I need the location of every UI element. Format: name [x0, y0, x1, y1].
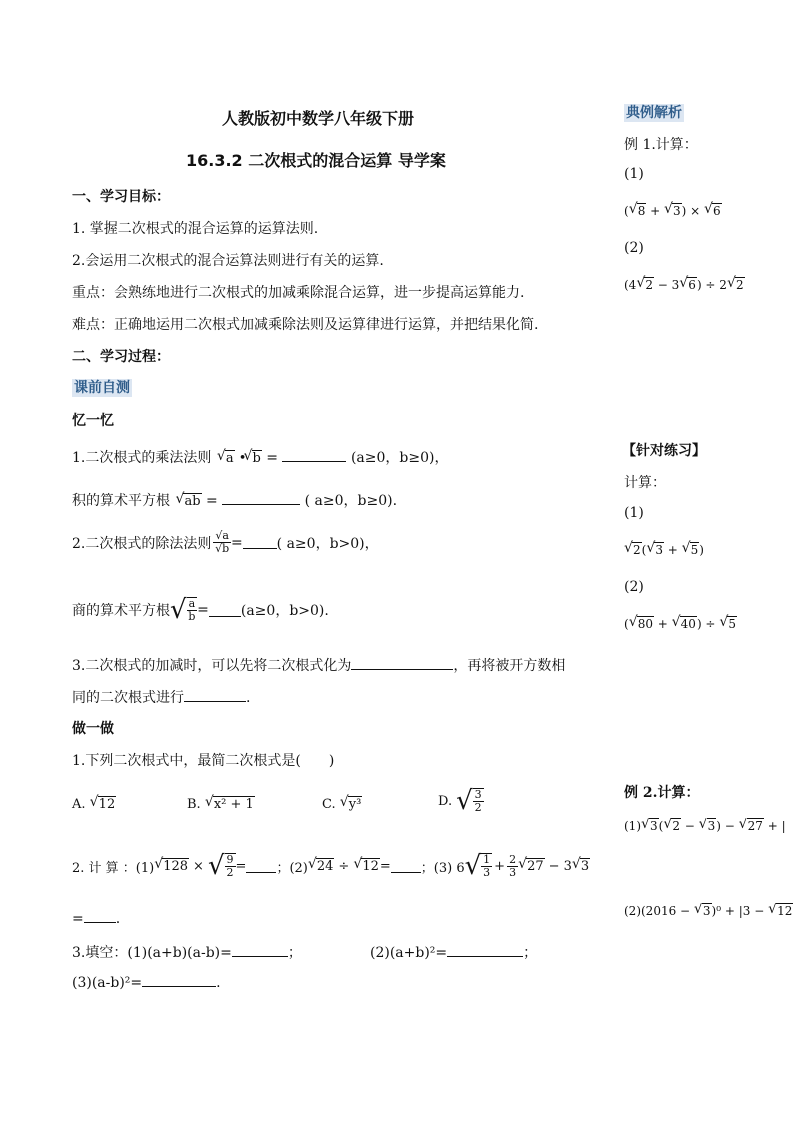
calc-label: 计算：: [624, 475, 666, 491]
pre1-r3: √ 5: [690, 542, 700, 557]
calc-prefix: 2. 计 算 ：(1): [72, 860, 155, 876]
calc-sqrt-12: √ 12: [361, 858, 380, 874]
recall-q3-line1: [72, 655, 565, 675]
q1b-cond: ( a≥0，b≥0).: [304, 493, 398, 509]
practice-expr-1: [624, 542, 704, 557]
example-2-label: 例 2.计算：: [624, 785, 700, 801]
pre1-c: ): [699, 543, 704, 557]
calc-answer-blank-1[interactable]: [246, 860, 276, 873]
example-1-expr-2: [624, 277, 745, 292]
ex1e1-b: ) ×: [681, 204, 705, 218]
calc-eq-1: =: [235, 858, 247, 874]
pre1-b: (: [641, 543, 647, 557]
recall-q1b: [72, 490, 397, 510]
calc-question: [72, 853, 590, 879]
fill-q3a: 3.填空：(1)(a+b)(a-b)=: [72, 945, 232, 961]
q2a-text: 2.二次根式的除法法则: [72, 535, 212, 552]
q2b-answer-blank[interactable]: [209, 604, 241, 617]
recall-q3-line2: [72, 687, 250, 707]
q1a-eq: =: [266, 450, 279, 466]
ex1e1-r3: √ 6: [712, 203, 722, 218]
ex2l1-r4: √ 27: [747, 818, 764, 833]
section-heading-objectives: 一、学习目标：: [72, 189, 170, 205]
q2b-cond: (a≥0，b>0).: [240, 603, 329, 619]
q3-text-1: 3.二次根式的加减时，可以先将二次根式化为: [72, 658, 352, 674]
q2a-fraction: $\frac{√a}{√b}$: [215, 529, 230, 555]
practice-expr-2: [624, 616, 737, 631]
option-a[interactable]: [72, 796, 116, 812]
recall-q1a: 1.二次根式的乘法法则 √ a • √ b = (a≥0，b≥0)，: [72, 447, 448, 467]
ex2l1-a: (1): [624, 819, 641, 833]
calc-sqrt-24: √ 24: [316, 858, 335, 874]
option-a-expr: √ 12: [98, 796, 117, 812]
ex2l1-b: (: [658, 819, 664, 833]
ex1e1-r1: √ 8: [637, 203, 647, 218]
example-1-expr-1: [624, 203, 722, 218]
fill-q3-line1: [72, 942, 302, 962]
pre2-r2: √ 40: [680, 616, 697, 631]
precheck-label: [72, 377, 132, 397]
examples-highlight: 典例解析: [626, 105, 682, 121]
calc-answer-blank-2[interactable]: [391, 860, 421, 873]
calc-plus: +: [494, 858, 506, 874]
calc-tail: [72, 910, 120, 927]
ex1e2-r2: √ 6: [687, 277, 697, 292]
pre2-b: ) ÷: [696, 617, 720, 631]
page-title: 人教版初中数学八年级下册: [222, 109, 415, 128]
option-a-label: A.: [72, 797, 86, 812]
ex1e1-r2: √ 3: [672, 203, 682, 218]
option-b[interactable]: [187, 796, 255, 812]
recall-q2b: [72, 597, 329, 623]
q2b-num: a: [188, 597, 196, 610]
practice-heading: 做一做: [72, 721, 114, 737]
q2b-den: b: [188, 610, 196, 623]
pre1-r2: √ 3: [654, 542, 664, 557]
ex2l1-r3: √ 3: [707, 818, 717, 833]
option-d-num: 3: [474, 788, 482, 801]
fill-q3-line1b: [370, 942, 537, 962]
ex2l2-r2: √ 12: [776, 903, 793, 918]
q2a-answer-blank[interactable]: [243, 536, 277, 549]
calc-frac-2-3: [507, 854, 518, 879]
recall-heading: 忆一忆: [72, 413, 114, 429]
q3-answer-blank-1[interactable]: [351, 657, 453, 670]
calc-sqrt-128: √ 128: [162, 858, 189, 874]
calc-sqrt-9-2: √ $\frac{9}{2}$: [207, 851, 234, 881]
q1a-sqrt-a: √ a: [225, 450, 235, 466]
page-subtitle: 16.3.2 二次根式的混合运算 导学案: [186, 151, 446, 170]
ex1e2-m: − 3: [653, 278, 680, 292]
calc-sqrt-3: √ 3: [580, 858, 590, 874]
calc-fnum: 2: [509, 852, 517, 866]
q1b-eq: =: [205, 493, 218, 509]
key-point: 重点：会熟练地进行二次根式的加减乘除混合运算，进一步提高运算能力.: [72, 285, 525, 301]
difficulty-point: 难点：正确地运用二次根式加减乘除法则及运算律进行运算，并把结果化简.: [72, 317, 539, 333]
calc-num-1: 1: [483, 853, 491, 866]
option-d-label: D.: [438, 793, 453, 809]
pre2-r3: √ 5: [727, 616, 737, 631]
ex1e1-a: (: [624, 204, 629, 218]
pre2-plus: +: [653, 617, 672, 631]
ex2l1-c: ) −: [716, 819, 739, 833]
ex1e2-r1: √ 2: [644, 277, 654, 292]
recall-q2a: [72, 530, 379, 555]
ex1e2-b: ) ÷ 2: [696, 278, 727, 292]
ex2l2-r1: √ 3: [702, 903, 712, 918]
pre1-plus: +: [663, 543, 682, 557]
example-1-part-1: (1): [624, 166, 644, 182]
option-d-expr: √ $\frac{3}{2}$: [456, 786, 482, 816]
ex1e2-a: (4: [624, 278, 637, 292]
pre2-a: (: [624, 617, 629, 631]
q1a-cond: (a≥0，b≥0)，: [350, 450, 449, 466]
calc-tail-end: .: [115, 911, 121, 927]
fill-q3c: (3)(a-b)²=: [72, 975, 143, 991]
fill-q3a-end: ；: [287, 945, 302, 961]
q1b-sqrt-ab: √ ab: [183, 493, 201, 509]
q1b-text: 积的算术平方根: [72, 493, 170, 509]
q2b-sqrt-fraction: √ $\frac{a}{b}$: [170, 595, 196, 625]
calc-fden: 3: [509, 865, 517, 879]
calc-sep-1: ；(2): [276, 860, 308, 876]
calc-div: ÷: [338, 858, 350, 874]
choice-question: 1.下列二次根式中，最简二次根式是( ): [72, 753, 335, 769]
practice-part-1: (1): [624, 505, 644, 521]
q1a-text: 1.二次根式的乘法法则: [72, 450, 212, 466]
calc-den-3: 3: [483, 866, 491, 879]
fill-q3b-end: ；: [523, 945, 538, 961]
practice-part-2: (2): [624, 579, 644, 595]
ex2l1-m: −: [680, 819, 699, 833]
calc-times: ×: [193, 858, 204, 874]
example-1-label: 例 1.计算：: [624, 137, 698, 153]
calc-minus: − 3: [548, 858, 572, 874]
q2a-eq: =: [230, 534, 243, 551]
calc-eq-2: =: [379, 858, 391, 874]
option-d[interactable]: [438, 788, 484, 814]
q2a-cond: ( a≥0，b>0)，: [276, 535, 379, 552]
calc-sqrt-27: √ 27: [526, 858, 545, 874]
ex2l2-b: )⁰ + |3 −: [711, 904, 769, 918]
ex1e2-r3: √ 2: [735, 277, 745, 292]
option-b-label: B.: [187, 797, 201, 812]
option-d-den: 2: [474, 801, 482, 814]
pre1-r1: √ 2: [632, 542, 642, 557]
q3-answer-blank-2[interactable]: [184, 689, 246, 702]
calc-sqrt-1-3: √ $\frac{1}{3}$: [464, 851, 491, 881]
option-c-expr: √ y³: [348, 796, 363, 812]
q3-end: .: [246, 690, 251, 706]
example-2-expr-2: [624, 903, 794, 918]
section-heading-process: 二、学习过程：: [72, 349, 170, 365]
calc-num-9: 9: [226, 853, 234, 866]
ex2l2-a: (2)(2016 −: [624, 904, 694, 918]
calc-tail-eq: =: [72, 911, 84, 927]
option-c-label: C.: [322, 797, 336, 812]
fill-q3a-blank[interactable]: [232, 944, 288, 957]
precheck-highlight: 课前自测: [74, 380, 130, 396]
example-2-expr-1: [624, 818, 794, 833]
ex2l1-d: + |: [763, 819, 786, 833]
q2b-text: 商的算术平方根: [72, 603, 170, 619]
q1b-answer-blank[interactable]: [222, 492, 300, 505]
option-b-expr: √ x² + 1: [213, 796, 255, 812]
example-1-part-2: (2): [624, 240, 644, 256]
examples-heading: [624, 102, 684, 122]
ex2l1-r2: √ 2: [671, 818, 681, 833]
q2b-eq: =: [197, 602, 209, 618]
fill-q3-line2: [72, 974, 221, 991]
objective-1: 1. 掌握二次根式的混合运算的运算法则.: [72, 221, 319, 237]
ex2l1-r1: √ 3: [649, 818, 659, 833]
ex1e1-plus: +: [646, 204, 665, 218]
q2a-den: b: [222, 542, 230, 555]
objective-2: 2.会运用二次根式的混合运算法则进行有关的运算.: [72, 253, 384, 269]
calc-sep-2: ；(3) 6: [420, 860, 465, 876]
q3-text-2: ，再将被开方数相: [453, 658, 566, 674]
fill-q3c-blank[interactable]: [142, 974, 216, 987]
calc-answer-blank-3[interactable]: [84, 910, 116, 923]
q2a-num: a: [222, 529, 229, 542]
q1a-sqrt-b: √ b: [252, 450, 262, 466]
fill-q3c-end: .: [216, 975, 221, 991]
q1a-answer-blank[interactable]: [282, 449, 346, 462]
calc-den-2: 2: [226, 866, 234, 879]
pre2-r1: √ 80: [637, 616, 654, 631]
fill-q3b-blank[interactable]: [447, 944, 523, 957]
option-c[interactable]: [322, 796, 362, 812]
targeted-practice-heading: 【针对练习】: [622, 443, 706, 459]
fill-q3b: (2)(a+b)²=: [370, 945, 448, 961]
q3-text-3: 同的二次根式进行: [72, 690, 184, 706]
